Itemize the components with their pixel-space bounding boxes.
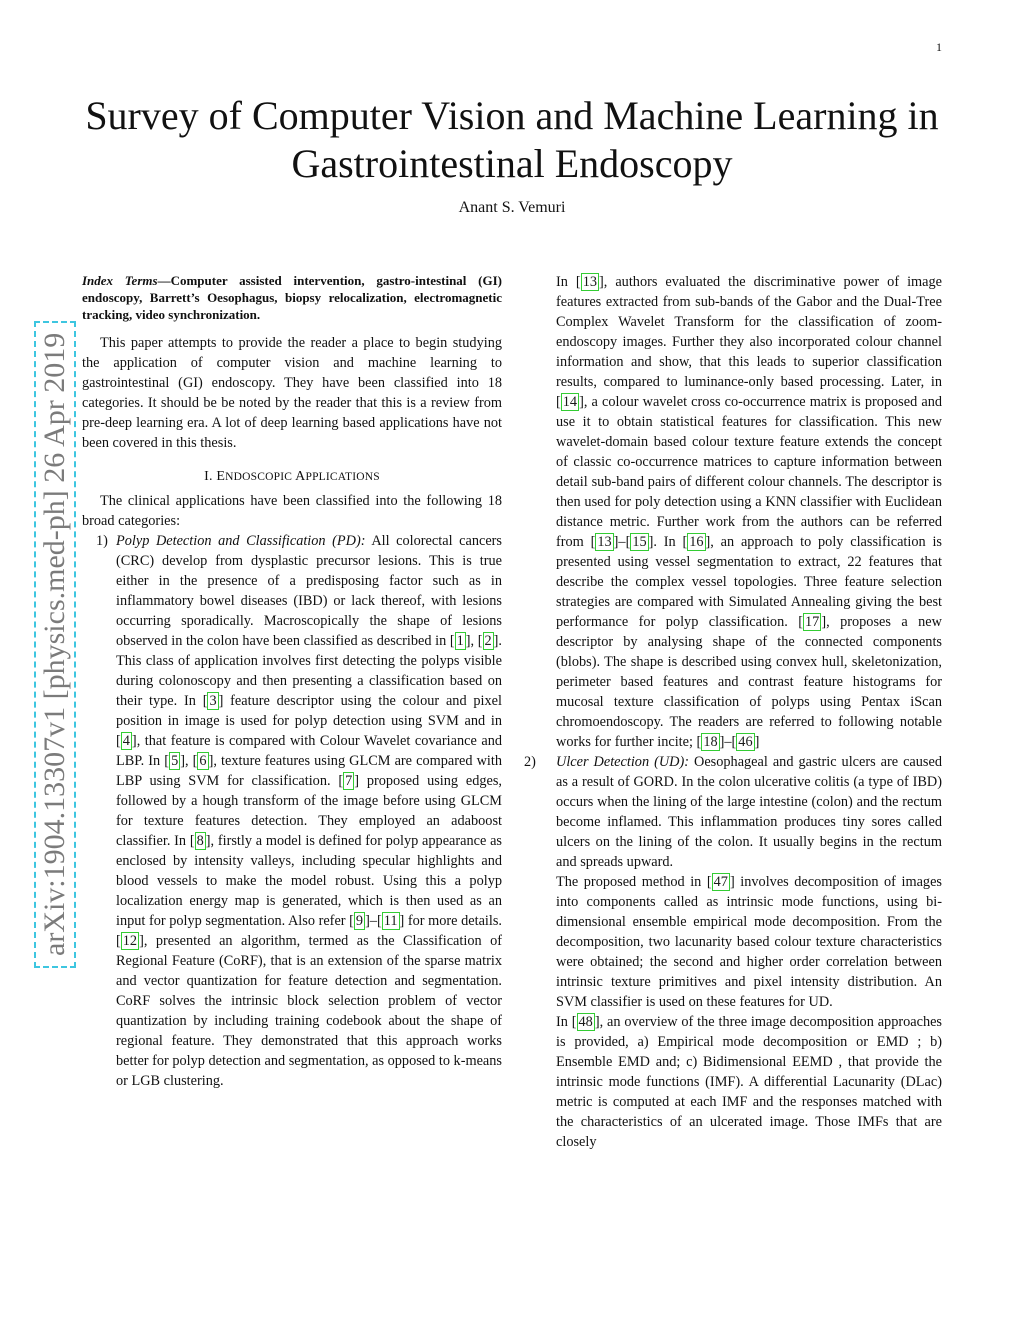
citation-link[interactable]: 18 [703, 734, 718, 750]
page-number: 1 [936, 40, 942, 54]
ulcer-method-paragraph: The proposed method in [ 47 ] involves decomposition of images into components called as intrinsic mode functions, using bi-dimensional ensemble empirical mode decomposition. From the decomposition, two lacunarity based colour texture characteristics were obtained; the second and higher order correlation between intrinsic texture primitives and pixel intensity distribution. An SVM classifier is used on these features for UD. [556, 874, 942, 1010]
arxiv-stamp[interactable]: arXiv:1904.13307v1 [physics.med-ph] 26 Apr 2019 [34, 321, 76, 968]
index-terms-label: Index Terms [82, 273, 158, 288]
citation-link[interactable]: 46 [738, 734, 753, 750]
author-name: Anant S. Vemuri [458, 199, 566, 216]
citation-link[interactable]: 8 [196, 833, 204, 849]
citation-link[interactable]: 2 [484, 633, 492, 649]
list-item-ulcer-detection [524, 752, 942, 872]
citation-link[interactable]: 13 [582, 274, 597, 290]
index-terms-text: —Computer assisted intervention, gastro-intestinal (GI) endoscopy, Barrett’s Oesophagus, biopsy relocalization, electromagnetic tracking, video synchronization. [82, 273, 502, 322]
citation-link[interactable]: 16 [689, 534, 704, 550]
citation-link[interactable]: 13 [597, 534, 612, 550]
citation-link[interactable]: 12 [122, 933, 138, 949]
citation-link[interactable]: 47 [713, 874, 728, 890]
citation-link[interactable]: 1 [456, 633, 464, 649]
citation-link[interactable]: 9 [355, 913, 364, 929]
section-number: I. [204, 469, 213, 484]
polyp-continued-paragraph: In [ 13 ], authors evaluated the discriminative power of image features extracted from sub-bands of the Gabor and the Dual-Tree Complex Wavelet Transform for the classification of zoom-endoscopy images. Further they also incorporated colour channel information and show, that this leads to superior classification results, compared to luminance-only based processing. Later, in [ 14 ], a colour wavelet cross co-occurrence matrix is proposed and use it to obtain statistical features for classification. This new wavelet-domain based colour texture feature extends the concept of classic co-occurrence matrices to capture information between detail sub-band pairs of different colour channels. The descriptor is then used for poly detection using a KNN classifier with Euclidean distance metric. Further work from the authors can be referred from [ 13 ]–[ 15 ]. In [ 16 ], an approach to poly classification is presented using vessel segmentation to extract, 22 features that describe the complex vessel topologies. Three feature selection strategies are compared with Simulated Annealing giving the best performance for polyp classification. [ 17 ], proposes a new descriptor by analysing shape of the connected components (blobs). The shape is described using convex hull, skeletonization, perimeter based features and contrast feature histograms for mucosal texture classification of polyps using Pentax iScan chromoendoscopy. The readers are referred to following notable works for further incite; [ 18 ]–[ 46 ] [556, 274, 943, 750]
list-item-title: Polyp Detection and Classification (PD): [116, 533, 366, 549]
left-column [82, 272, 502, 1091]
citation-link[interactable]: 6 [199, 753, 207, 769]
citation-link[interactable]: 15 [632, 534, 647, 550]
ulcer-overview-paragraph: In [ 48 ], an overview of the three image decomposition approaches is provided, a) Empirical mode decomposition or EMD ; b) Ensemble EMD and; c) Bidimensional EEMD , that provide the intrinsic mode functions (IMF). A differential Lacunarity (DLac) metric is computed at each IMF and the responses matched with the characteristics of an ulcerated image. Those IMFs that are closely [556, 1014, 942, 1150]
right-column [524, 272, 943, 1152]
section-intro: The clinical applications have been classified into the following 18 broad categories: [82, 493, 502, 529]
list-number: 2) [524, 754, 536, 770]
citation-link[interactable]: 7 [345, 773, 353, 789]
section-heading: I. ENDOSCOPIC APPLICATIONS [204, 469, 380, 484]
intro-paragraph: This paper attempts to provide the reader a place to begin studying the application of computer vision and machine learning to gastrointestinal (GI) endoscopy. They have been classified into 18 categories. It should be be noted by the reader that this is a review from pre-deep learning era. A lot of deep learning based applications have not been covered in this thesis. [82, 335, 502, 451]
index-terms [82, 272, 502, 323]
citation-link[interactable]: 48 [578, 1014, 593, 1030]
list-item-polyp-detection [82, 531, 502, 1091]
list-number: 1) [96, 533, 108, 549]
list-item-text: Polyp Detection and Classification (PD): All colorectal cancers (CRC) develop from dysplastic precursor lesions. This is true either in the presence of a predisposing factor such as in inflammatory bowel diseases (IBD) or lack thereof, with lesions occurring sporadically. Macroscopically the shape of lesions observed in the colon have been classified as described in [ 1 ], [ 2 ]. This class of application involves first detecting the polyps visible during colonoscopy and then presenting a classification based on their type. In [ 3 ] feature descriptor using the colour and pixel position in image is used for polyp detection using SVM and in [ 4 ], that feature is compared with Colour Wavelet covariance and LBP. In [ 5 ], [ 6 ], texture features using GLCM are compared with LBP using SVM for classification. [ 7 ] proposed using edges, followed by a hough transform of the image before using GLCM for texture features detection. They employed an adaboost classifier. In [ 8 ], firstly a model is defined for polyp appearance as enclosed by intensity valleys, including specular highlights and blood vessels to make the model robust. Using this a polyp localization energy map is generated, which is then used as an input for polyp segmentation. Also refer [ 9 ]–[ 11 ] for more details. [ 12 ], presented an algorithm, termed as the Classification of Regional Feature (CoRF), that is an extension of the sparse matrix and vector quantization for feature detection and segmentation. CoRF solves the intrinsic block selection problem of vector quantization by including training codebook about the shape of regional feature. They demonstrated that this approach works better for polyp detection and segmentation, as opposed to k-means or LGB clustering. [116, 533, 502, 1089]
citation-link[interactable]: 4 [122, 733, 130, 749]
citation-link[interactable]: 3 [209, 693, 217, 709]
paper-title: Survey of Computer Vision and Machine Learning in Gastrointestinal Endoscopy [85, 93, 939, 186]
citation-link[interactable]: 11 [383, 913, 398, 929]
citation-link[interactable]: 5 [171, 753, 179, 769]
list-item-title: Ulcer Detection (UD): [556, 754, 690, 770]
list-item-text: Ulcer Detection (UD): Oesophageal and gastric ulcers are caused as a result of GORD. In the colon ulcerative colitis (a type of IBD) occurs when the lining of the large intestine (colon) and the rectum become inflamed. This inflammation produces tiny sores called ulcers on the lining of the colon. It usually begins in the rectum and spreads upward. [556, 754, 942, 870]
citation-link[interactable]: 14 [562, 394, 578, 410]
citation-link[interactable]: 17 [805, 614, 820, 630]
